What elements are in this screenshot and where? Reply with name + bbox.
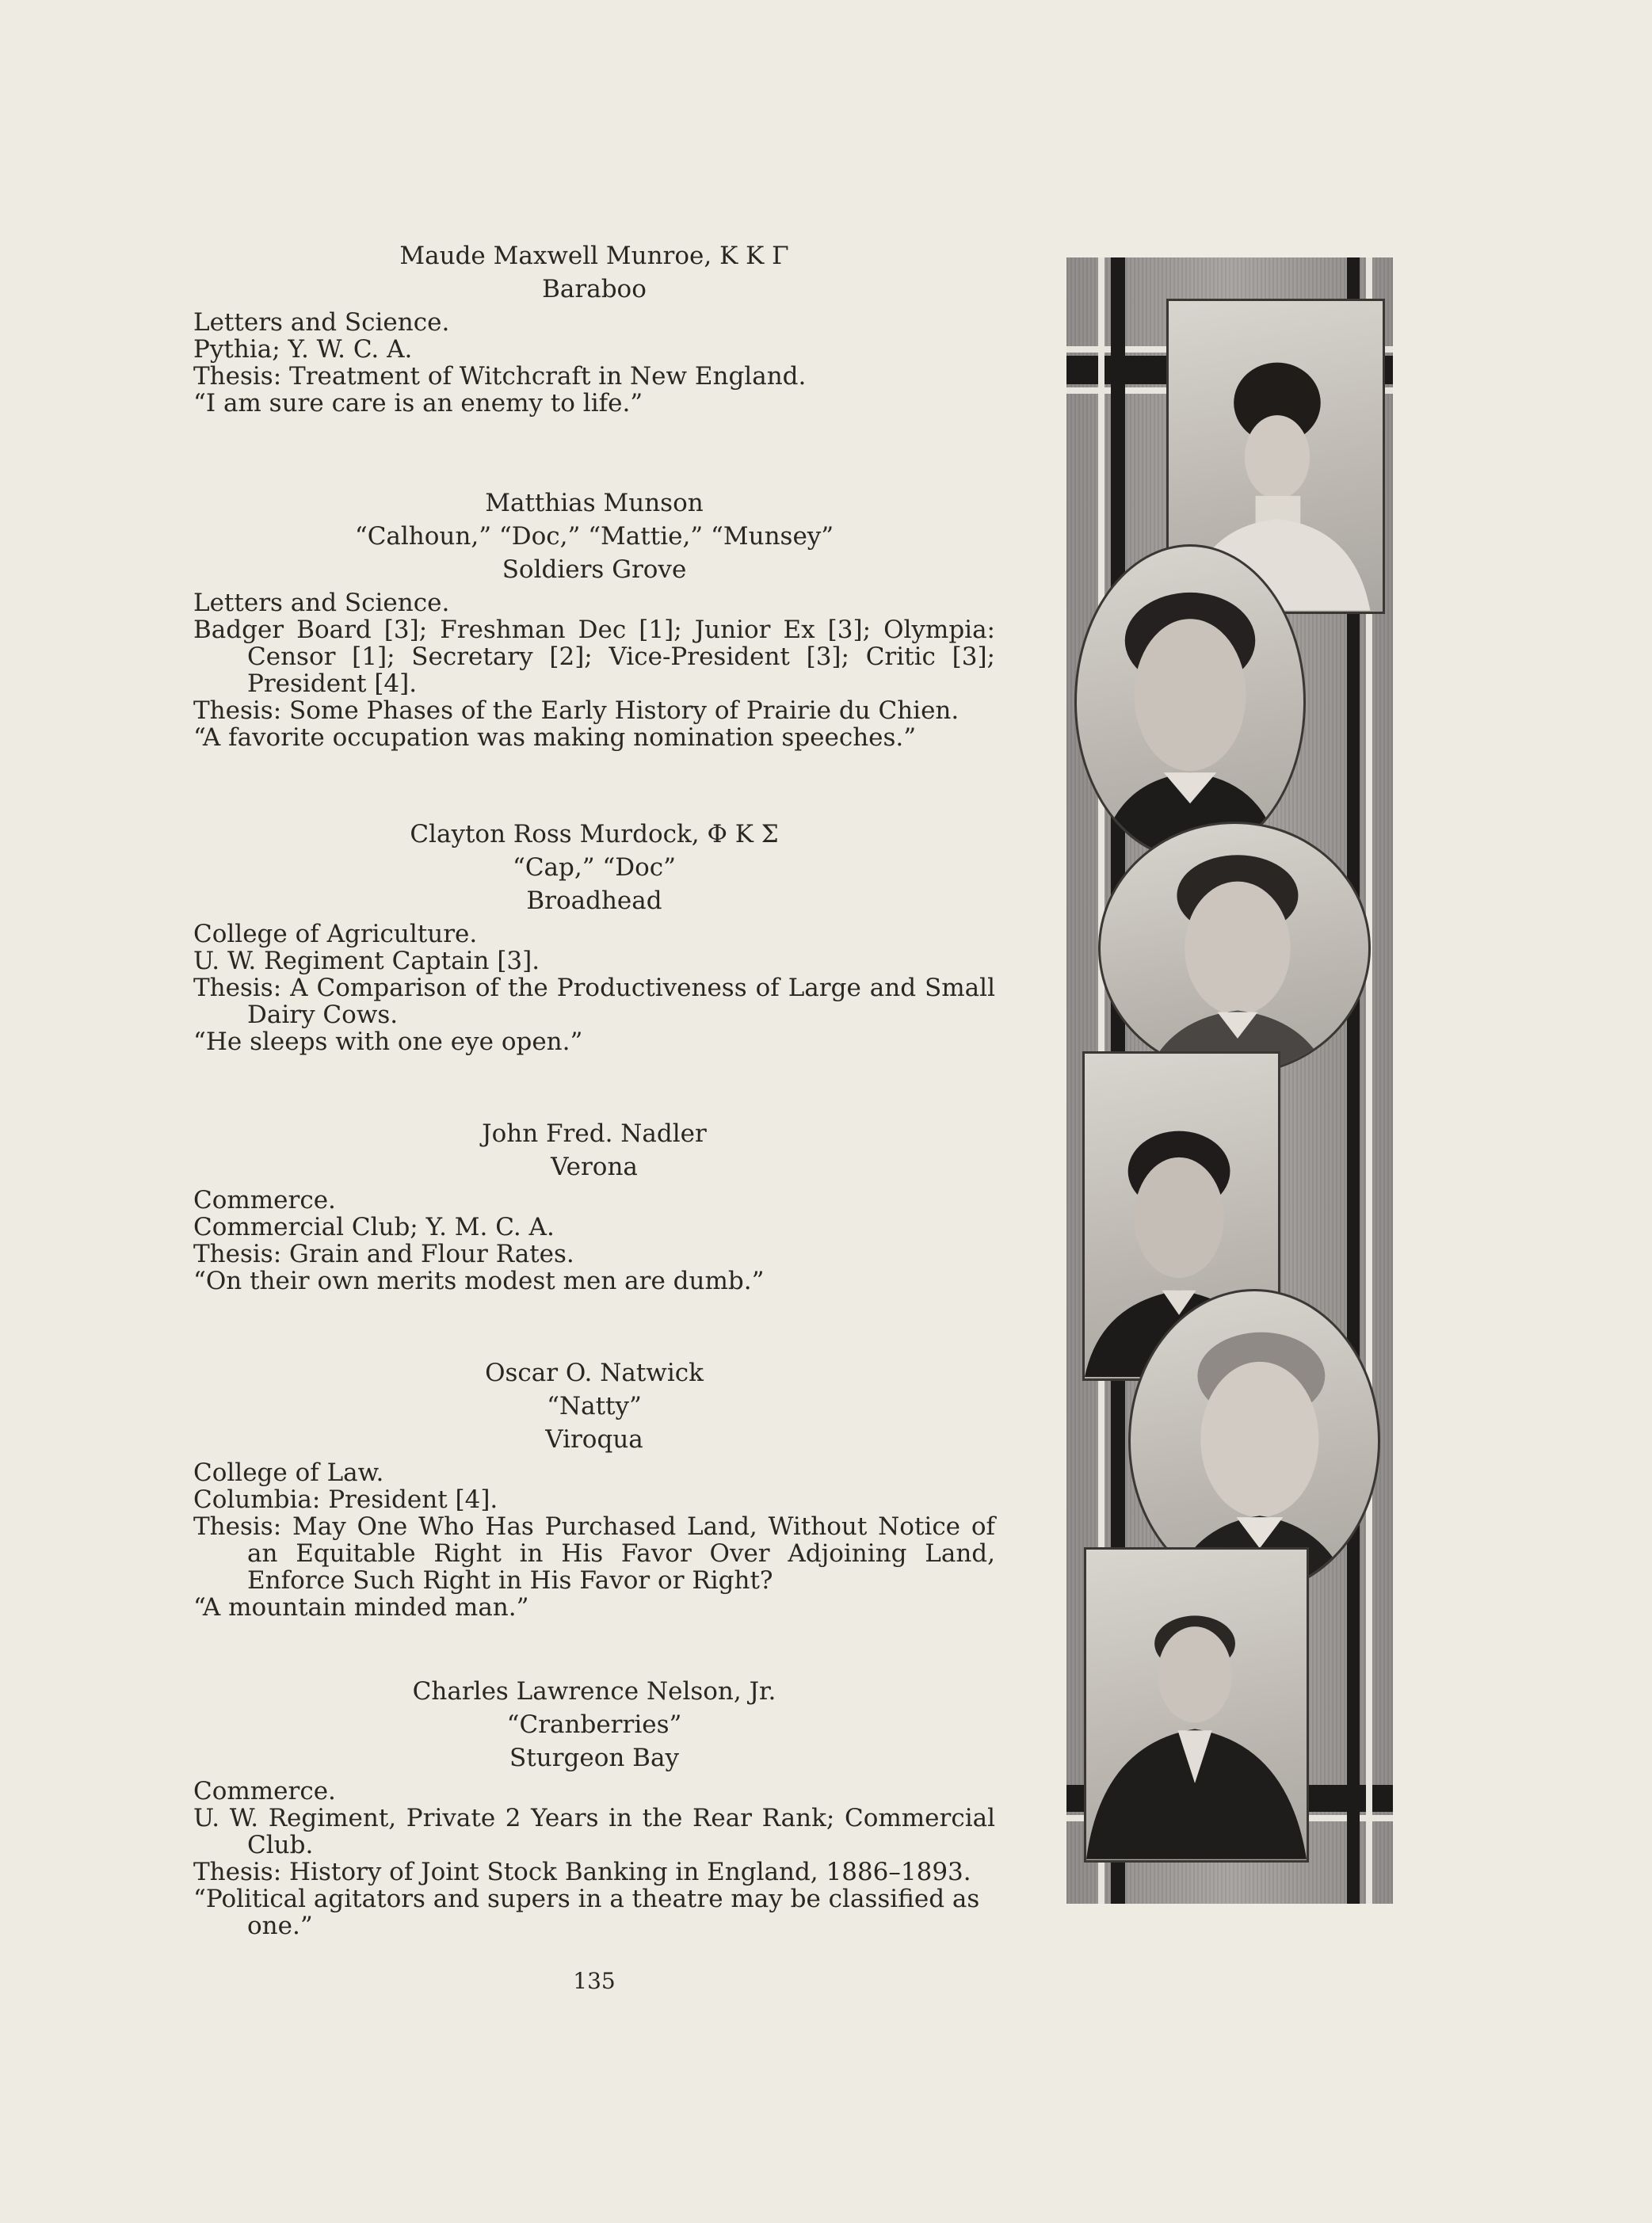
student-quote: “A favorite occupation was making nomination speeches.” xyxy=(193,723,917,752)
student-college: Commerce. xyxy=(193,1777,336,1805)
student-name: Matthias Munson xyxy=(485,489,704,517)
student-name: Clayton Ross Murdock, Φ K Σ xyxy=(410,820,779,848)
student-nicknames: “Cranberries” xyxy=(506,1710,682,1739)
student-college: College of Agriculture. xyxy=(193,920,478,948)
portrait-murdock-figure xyxy=(1101,824,1368,1073)
student-name: John Fred. Nadler xyxy=(482,1119,707,1148)
student-hometown: Sturgeon Bay xyxy=(509,1744,679,1772)
portrait-munson-figure xyxy=(1077,547,1303,857)
student-hometown: Verona xyxy=(551,1153,638,1181)
student-activities: Pythia; Y. W. C. A. xyxy=(193,335,413,364)
student-thesis: Thesis: A Comparison of the Productiveness of Large and Small Dairy Cows. xyxy=(193,974,995,1029)
entry-natwick xyxy=(193,1359,995,1621)
student-name: Charles Lawrence Nelson, Jr. xyxy=(412,1677,776,1706)
student-name: Maude Maxwell Munroe, K K Γ xyxy=(399,242,789,270)
portrait-munson xyxy=(1074,544,1306,860)
student-college: College of Law. xyxy=(193,1458,384,1487)
student-college: Letters and Science. xyxy=(193,308,450,337)
entry-munson xyxy=(193,490,995,751)
student-quote: “I am sure care is an enemy to life.” xyxy=(193,389,643,418)
student-hometown: Soldiers Grove xyxy=(502,555,687,584)
student-hometown: Broadhead xyxy=(526,887,662,915)
student-hometown: Viroqua xyxy=(545,1425,643,1454)
student-activities: Badger Board [3]; Freshman Dec [1]; Junior Ex [3]; Olympia: Censor [1]; Secretary [2]; Vice-President [3]; Critic [3]; President [4]. xyxy=(193,616,995,698)
student-college: Commerce. xyxy=(193,1186,336,1214)
student-activities: Commercial Club; Y. M. C. A. xyxy=(193,1213,555,1241)
entry-murdock xyxy=(193,821,995,1055)
portrait-nelson-figure xyxy=(1086,1550,1307,1860)
student-thesis: Thesis: May One Who Has Purchased Land, Without Notice of an Equitable Right in His Favor Over Adjoining Land, Enforce Such Right in His Favor or Right? xyxy=(193,1512,995,1595)
student-hometown: Baraboo xyxy=(542,275,647,303)
student-name: Oscar O. Natwick xyxy=(485,1359,704,1387)
entry-nadler xyxy=(193,1120,995,1295)
portrait-murdock xyxy=(1098,822,1371,1075)
portrait-strip xyxy=(1066,257,1393,1904)
student-quote: “Political agitators and supers in a theatre may be classified as one.” xyxy=(193,1885,980,1940)
page-number: 135 xyxy=(573,1968,616,1994)
student-thesis: Thesis: Treatment of Witchcraft in New England. xyxy=(193,362,807,391)
student-quote: “On their own merits modest men are dumb.” xyxy=(193,1267,765,1295)
student-thesis: Thesis: Grain and Flour Rates. xyxy=(193,1240,574,1268)
student-activities: U. W. Regiment Captain [3]. xyxy=(193,947,540,975)
student-thesis: Thesis: Some Phases of the Early History of Prairie du Chien. xyxy=(193,696,960,725)
entry-nelson xyxy=(193,1678,995,1939)
student-nicknames: “Calhoun,” “Doc,” “Mattie,” “Munsey” xyxy=(354,522,834,551)
student-activities: U. W. Regiment, Private 2 Years in the Rear Rank; Commercial Club. xyxy=(193,1804,995,1859)
student-quote: “He sleeps with one eye open.” xyxy=(193,1028,583,1056)
student-nicknames: “Natty” xyxy=(547,1392,642,1420)
portrait-nelson xyxy=(1084,1547,1309,1863)
entry-munroe xyxy=(193,242,995,417)
student-college: Letters and Science. xyxy=(193,589,450,617)
student-quote: “A mountain minded man.” xyxy=(193,1593,529,1622)
student-activities: Columbia: President [4]. xyxy=(193,1485,498,1514)
student-nicknames: “Cap,” “Doc” xyxy=(512,853,677,882)
student-thesis: Thesis: History of Joint Stock Banking in England, 1886–1893. xyxy=(193,1858,971,1886)
portrait-natwick-figure xyxy=(1131,1291,1378,1591)
